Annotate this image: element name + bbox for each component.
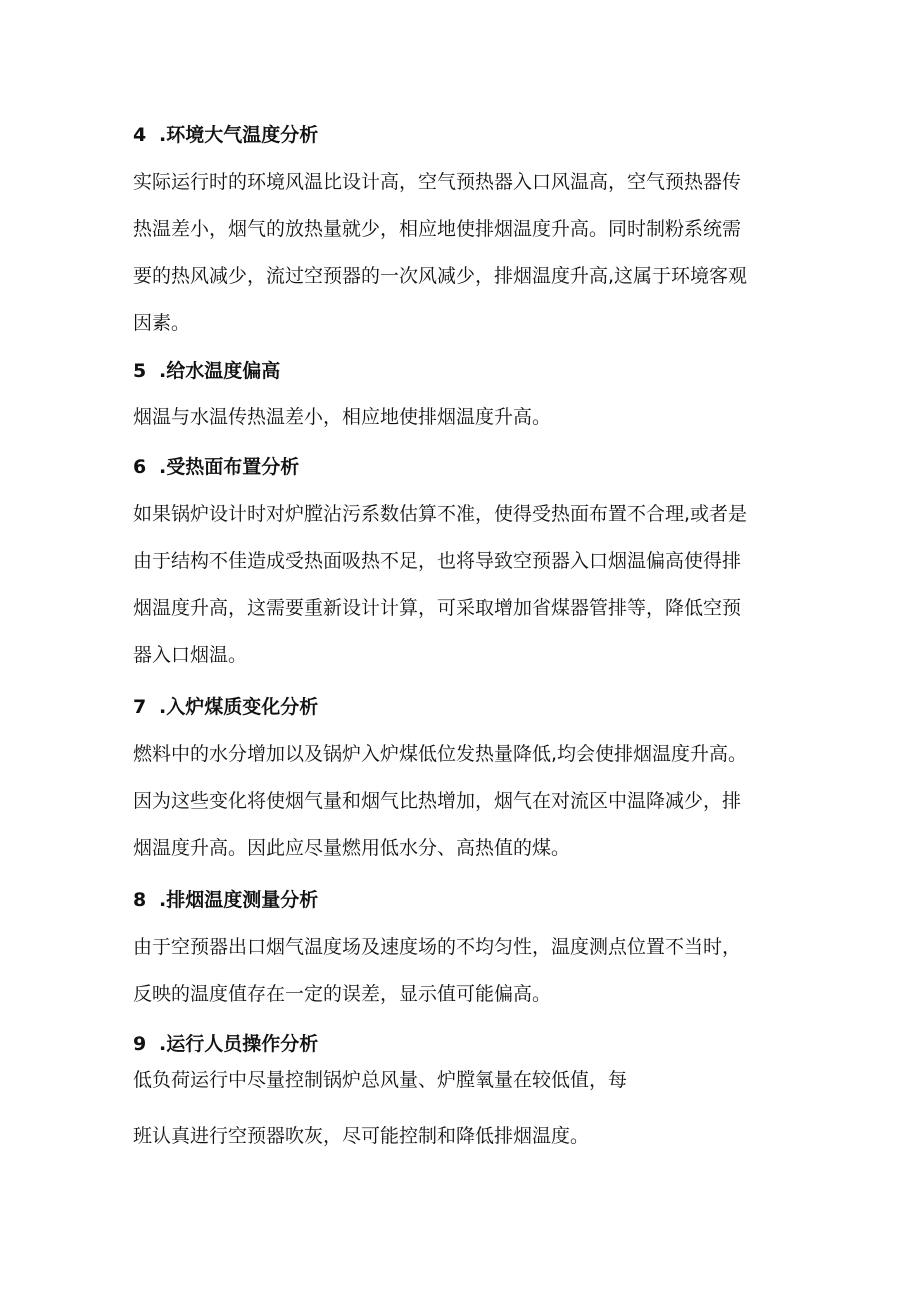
section-8-heading bbox=[133, 887, 793, 913]
section-number: 5 bbox=[133, 360, 147, 382]
paragraph-line: 由于结构不佳造成受热面吸热不足，也将导致空预器入口烟温偏高使得排 bbox=[133, 550, 742, 572]
paragraph-line: 实际运行时的环境风温比设计高，空气预热器入口风温高，空气预热器传 bbox=[133, 171, 742, 193]
paragraph-line: 班认真进行空预器吹灰，尽可能控制和降低排烟温度。 bbox=[133, 1125, 590, 1147]
section-title: .入炉煤质变化分析 bbox=[159, 696, 319, 718]
section-9-heading bbox=[133, 1031, 793, 1057]
section-title: .运行人员操作分析 bbox=[159, 1033, 319, 1055]
section-number: 9 bbox=[133, 1033, 147, 1055]
section-8-paragraph bbox=[133, 924, 793, 1018]
section-9-paragraph-continued bbox=[133, 1113, 793, 1160]
section-4-heading bbox=[133, 122, 793, 148]
paragraph-line: 如果锅炉设计时对炉膛沾污系数估算不准，使得受热面布置不合理,或者是 bbox=[133, 503, 748, 525]
section-title: .给水温度偏高 bbox=[159, 360, 281, 382]
paragraph-line: 器入口烟温。 bbox=[133, 644, 248, 666]
section-title: .环境大气温度分析 bbox=[159, 124, 319, 146]
paragraph-line: 烟温与水温传热温差小，相应地使排烟温度升高。 bbox=[133, 406, 552, 428]
paragraph-line: 热温差小，烟气的放热量就少，相应地使排烟温度升高。同时制粉系统需 bbox=[133, 218, 742, 240]
section-title: .受热面布置分析 bbox=[159, 456, 300, 478]
section-5-paragraph bbox=[133, 394, 793, 441]
paragraph-line: 因为这些变化将使烟气量和烟气比热增加，烟气在对流区中温降减少，排 bbox=[133, 790, 742, 812]
section-number: 4 bbox=[133, 124, 147, 146]
paragraph-line: 低负荷运行中尽量控制锅炉总风量、炉膛氧量在较低值，每 bbox=[133, 1069, 628, 1091]
paragraph-line: 由于空预器出口烟气温度场及速度场的不均匀性，温度测点位置不当时， bbox=[133, 936, 742, 958]
paragraph-line: 要的热风减少，流过空预器的一次风减少，排烟温度升高,这属于环境客观 bbox=[133, 265, 748, 287]
section-title: .排烟温度测量分析 bbox=[159, 889, 319, 911]
section-7-heading bbox=[133, 694, 793, 720]
section-6-heading bbox=[133, 454, 793, 480]
section-number: 8 bbox=[133, 889, 147, 911]
paragraph-line: 反映的温度值存在一定的误差，显示值可能偏高。 bbox=[133, 983, 552, 1005]
paragraph-line: 燃料中的水分增加以及锅炉入炉煤低位发热量降低,均会使排烟温度升高。 bbox=[133, 743, 748, 765]
paragraph-line: 烟温度升高，这需要重新设计计算，可采取增加省煤器管排等，降低空预 bbox=[133, 597, 742, 619]
section-7-paragraph bbox=[133, 731, 793, 872]
section-5-heading bbox=[133, 358, 793, 384]
paragraph-line: 烟温度升高。因此应尽量燃用低水分、高热值的煤。 bbox=[133, 837, 571, 859]
paragraph-line: 因素。 bbox=[133, 312, 191, 334]
section-number: 7 bbox=[133, 696, 147, 718]
section-4-paragraph bbox=[133, 159, 793, 347]
section-6-paragraph bbox=[133, 491, 793, 679]
section-9-paragraph bbox=[133, 1057, 793, 1104]
section-number: 6 bbox=[133, 456, 147, 478]
